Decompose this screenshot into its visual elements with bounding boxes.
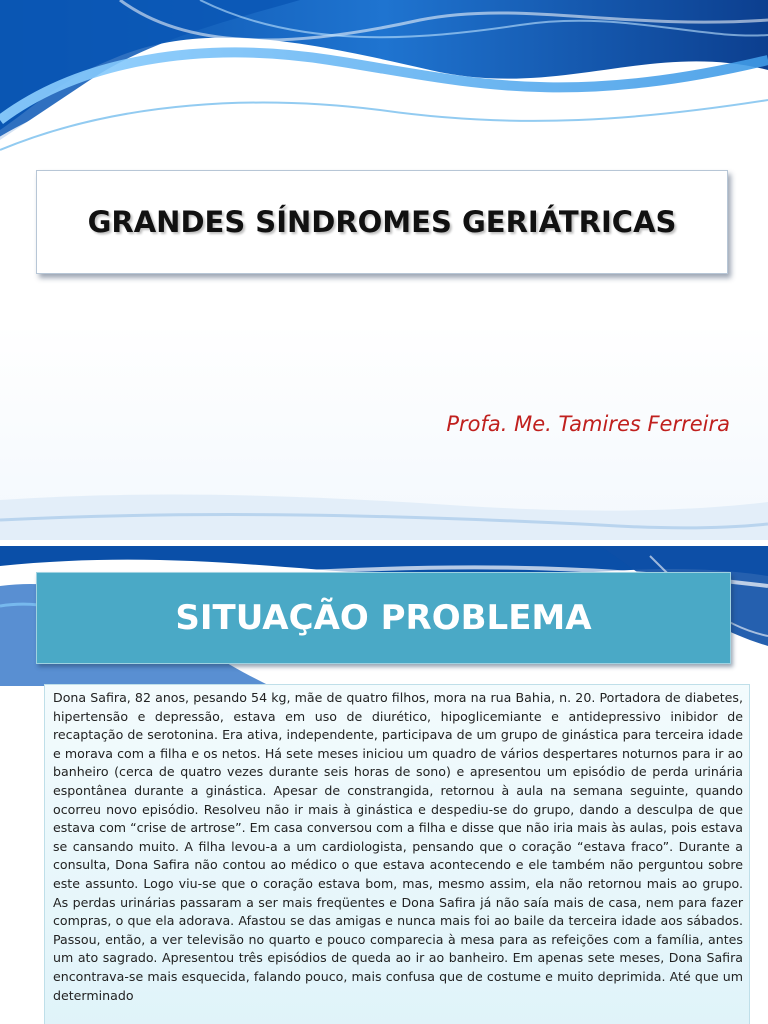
header-wave-graphic — [0, 0, 768, 160]
footer-wave-graphic — [0, 490, 768, 540]
problem-slide — [0, 546, 768, 1024]
case-description: Dona Safira, 82 anos, pesando 54 kg, mãe de quatro filhos, mora na rua Bahia, n. 20. Portadora de diabetes, hipertensão e depressão, estava em uso de diurético, hipoglicemiante e antidepressivo inibidor de recaptação de serotonina. Era ativa, independente, participava de um grupo de ginástica para terceira idade e morava com a filha e os netos. Há sete meses iniciou um quadro de vários despertares noturnos para ir ao banheiro (cerca de quatro vezes durante seis horas de sono) e apresentou um episódio de perda urinária espontânea durante a ginástica. Apesar de constrangida, retornou à aula na semana seguinte, quando ocorreu novo episódio. Resolveu não ir mais à ginástica e despediu-se do grupo, dando a desculpa de que estava com “crise de artrose”. Em casa conversou com a filha e disse que não iria mais às aulas, pois estava se cansando muito. A filha levou-a a um cardiologista, pensando que o coração “estava fraco”. Durante a consulta, Dona Safira não contou ao médico o que estava acontecendo e ele também não perguntou sobre este assunto. Logo viu-se que o coração estava bom, mas, mesmo assim, ela não retornou mais ao grupo. As perdas urinárias passaram a ser mais freqüentes e Dona Safira já não saía mais de casa, nem para fazer compras, o que ela adorava. Afastou se das amigas e nunca mais foi ao baile da terceira idade aos sábados. Passou, então, a ver televisão no quarto e pouco comparecia à mesa para as refeições com a família, antes um ato sagrado. Apresentou três episódios de queda ao ir ao banheiro. Em apenas sete meses, Dona Safira encontrava-se mais esquecida, falando pouco, mais confusa que de costume e muito deprimida. Até que um determinado — [53, 690, 743, 1003]
problem-heading: SITUAÇÃO PROBLEMA — [175, 598, 592, 638]
author-name: Profa. Me. Tamires Ferreira — [446, 412, 730, 436]
slide-title: GRANDES SÍNDROMES GERIÁTRICAS — [87, 205, 677, 239]
title-box — [36, 170, 728, 274]
case-text-box — [44, 684, 750, 1024]
problem-heading-banner — [36, 572, 731, 664]
